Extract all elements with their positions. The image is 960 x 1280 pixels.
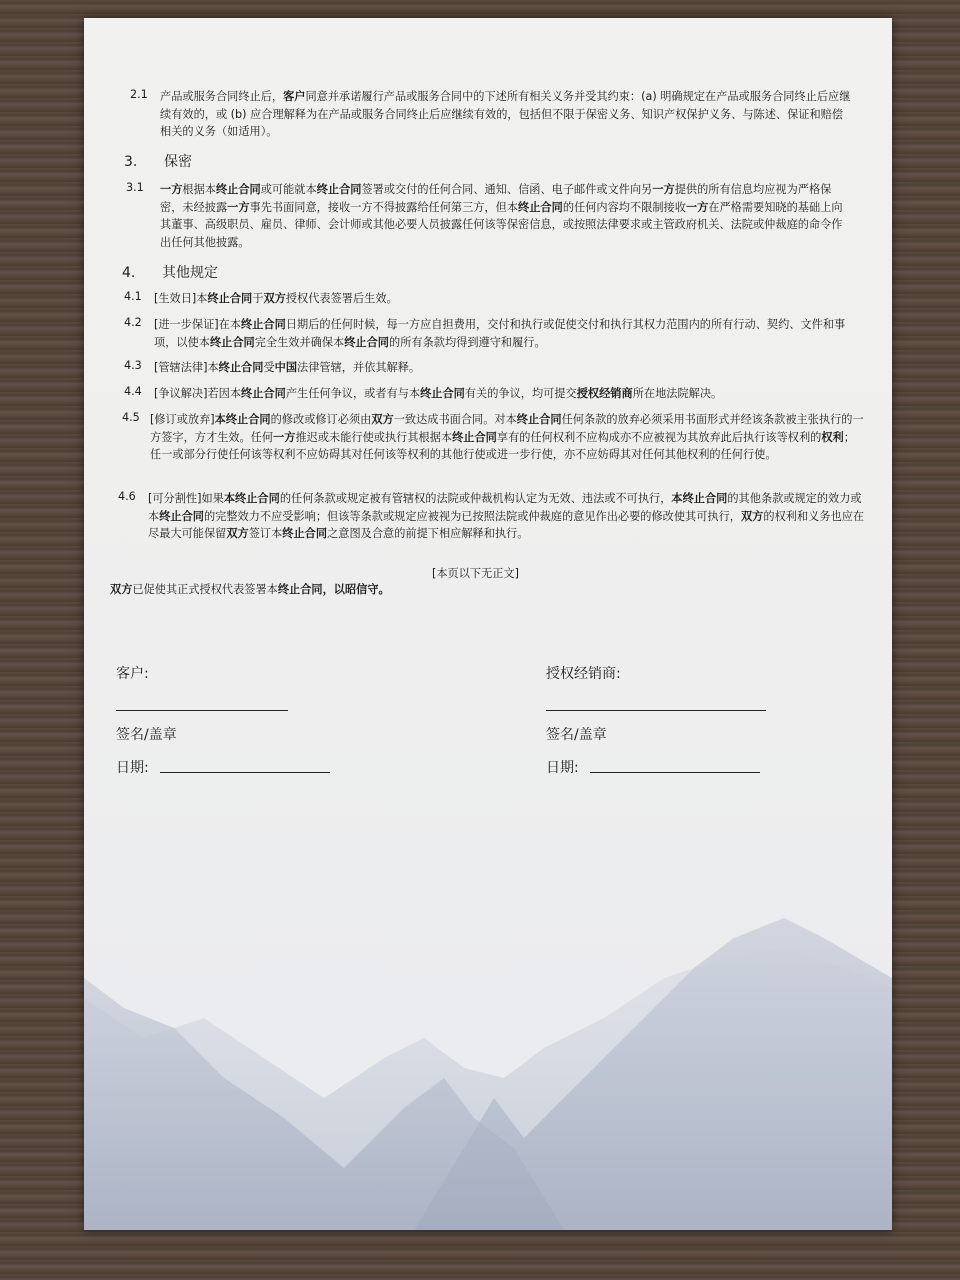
clause-4-5: [修订或放弃]本终止合同的修改或修订必须由双方一致达成书面合同。对本终止合同任何条款的放弃必须采用书面形式并经该条款被主张执行的一方签字，方才生效。任何一方推迟或未能行使或执行其根据本终止合同享有的任何权利不应构成亦不应被视为其放弃此后执行该等权利的权利；任一或部分行使任何该等权利不应妨碍其对任何该等权利的其他行使或进一步行使，亦不应妨碍其对任何其他权利的任何行使。 [150, 413, 864, 462]
clause-number: 4.6 [118, 490, 136, 503]
clause-number: 4.5 [122, 411, 140, 424]
document-page [84, 18, 892, 1230]
clause-4-3: [管辖法律]本终止合同受中国法律管辖，并依其解释。 [154, 361, 421, 374]
section-heading-other-provisions: 4. 其他规定 [122, 265, 218, 281]
clause-number: 4.4 [124, 385, 142, 398]
clause-2-1: 产品或服务合同终止后，客户同意并承诺履行产品或服务合同中的下述所有相关义务并受其约束：(a) 明确规定在产品或服务合同终止后应继续有效的，或 (b) 应合理解释为在产品或服务合同终止后应继续有效的，包括但不限于保密义务、知识产权保护义务、与陈述、保证和赔偿相关的义务（如适用）。 [160, 90, 851, 139]
witness-statement: 双方已促使其正式授权代表签署本终止合同，以昭信守。 [110, 583, 390, 596]
clause-number: 4.3 [124, 359, 142, 372]
customer-date-line[interactable] [160, 772, 330, 773]
clause-number: 2.1 [130, 88, 148, 101]
clause-4-4: [争议解决]若因本终止合同产生任何争议，或者有与本终止合同有关的争议，均可提交授权经销商所在地法院解决。 [154, 387, 723, 400]
clause-4-1: [生效日]本终止合同于双方授权代表签署后生效。 [154, 292, 398, 305]
customer-label: 客户: [116, 666, 149, 682]
dealer-label: 授权经销商: [546, 666, 621, 682]
dealer-date-line[interactable] [590, 772, 760, 773]
clause-number: 3.1 [126, 181, 144, 194]
customer-name-line[interactable] [116, 710, 288, 711]
clause-4-6: [可分割性]如果本终止合同的任何条款或规定被有管辖权的法院或仲裁机构认定为无效、违法或不可执行，本终止合同的其他条款或规定的效力或本终止合同的完整效力不应受影响；但该等条款或规定应被视为已按照法院或仲裁庭的意见作出必要的修改使其可执行，双方的权利和义务也应在尽最大可能保留双方签订本终止合同之意图及合意的前提下相应解释和执行。 [148, 492, 865, 541]
clause-number: 4.2 [124, 316, 142, 329]
section-heading-confidentiality: 3. 保密 [124, 154, 192, 170]
dealer-date-label: 日期: [546, 760, 579, 776]
end-of-text-note: [本页以下无正文] [432, 567, 520, 580]
customer-date-label: 日期: [116, 760, 149, 776]
clause-3-1: 一方根据本终止合同或可能就本终止合同签署或交付的任何合同、通知、信函、电子邮件或文件向另一方提供的所有信息均应视为严格保密，未经披露一方事先书面同意，接收一方不得披露给任何第三方，但本终止合同的任何内容均不限制接收一方在严格需要知晓的基础上向其董事、高级职员、雇员、律师、会计师或其他必要人员披露任何该等保密信息，或按照法律要求或主管政府机关、法院或仲裁庭的命令作出任何其他披露。 [160, 183, 843, 249]
clause-4-2: [进一步保证]在本终止合同日期后的任何时候，每一方应自担费用，交付和执行或促使交付和执行其权力范围内的所有行动、契约、文件和事项，以使本终止合同完全生效并确保本终止合同的所有条款均得到遵守和履行。 [154, 318, 846, 349]
dealer-signature-label: 签名/盖章 [546, 727, 607, 743]
customer-signature-label: 签名/盖章 [116, 727, 177, 743]
clause-number: 4.1 [124, 290, 142, 303]
dealer-name-line[interactable] [546, 710, 766, 711]
